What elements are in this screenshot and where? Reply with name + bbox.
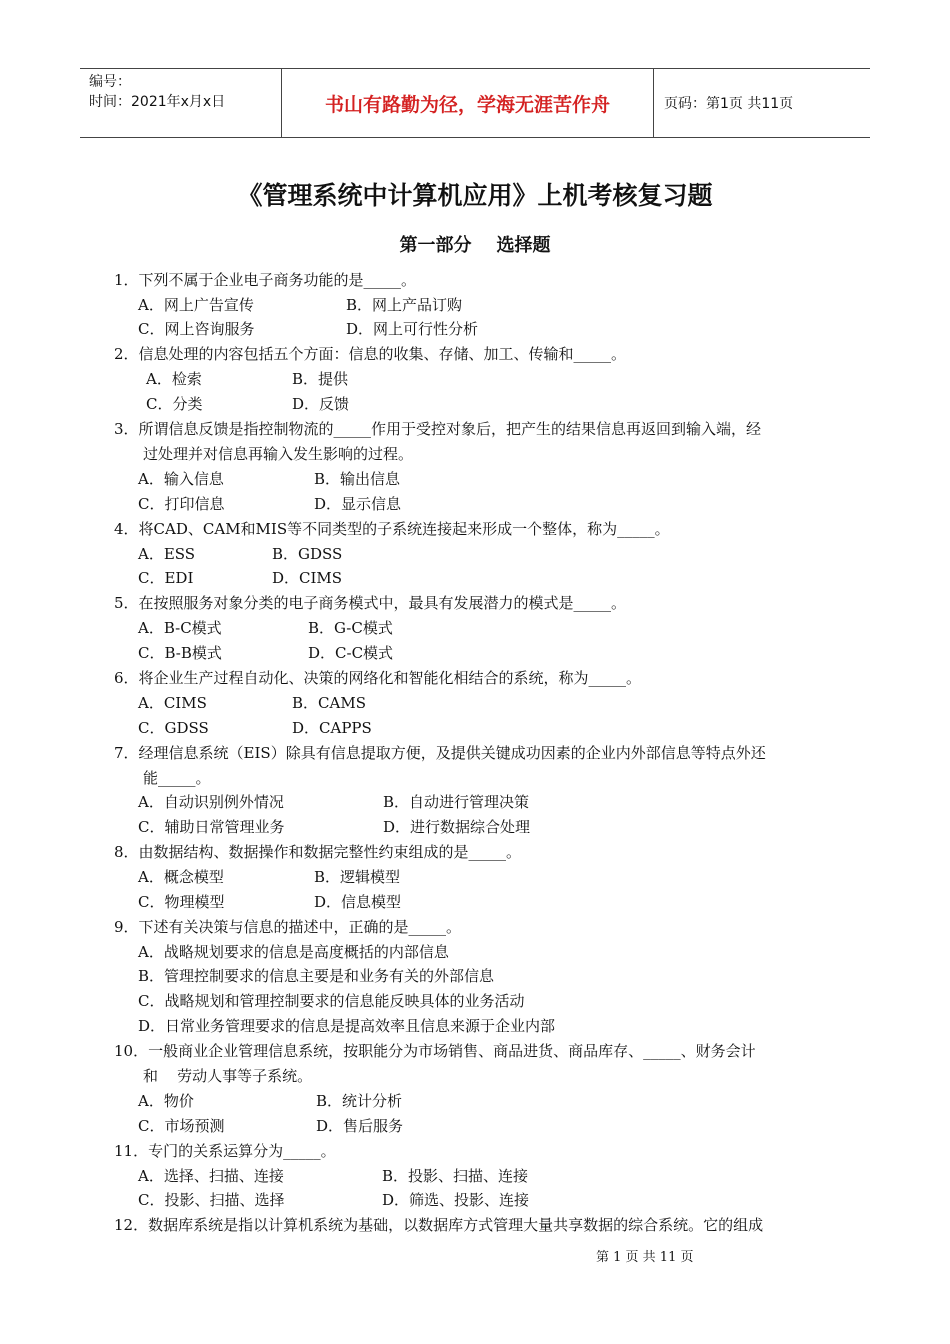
option-6a: A．CIMS — [138, 694, 207, 712]
option-7b: B．自动进行管理决策 — [383, 793, 530, 811]
option-7a: A．自动识别例外情况 — [138, 793, 284, 811]
option-2c: C．分类 — [146, 395, 203, 413]
option-4b: B．GDSS — [272, 545, 343, 563]
question-6: 6．将企业生产过程自动化、决策的网络化和智能化相结合的系统，称为_____。 — [114, 669, 642, 687]
option-1c: C．网上咨询服务 — [138, 320, 255, 338]
header-page-info: 页码：第1页 共11页 — [664, 96, 794, 112]
option-8d: D．信息模型 — [314, 893, 402, 911]
question-12: 12．数据库系统是指以计算机系统为基础，以数据库方式管理大量共享数据的综合系统。它的组成 — [114, 1216, 764, 1234]
option-9d: D．日常业务管理要求的信息是提高效率且信息来源于企业内部 — [138, 1017, 556, 1035]
question-10-cont: 和 劳动人事等子系统。 — [143, 1067, 313, 1085]
number-label: 编号： — [89, 74, 131, 90]
question-5: 5．在按照服务对象分类的电子商务模式中，最具有发展潜力的模式是_____。 — [114, 594, 627, 612]
option-3b: B．输出信息 — [314, 470, 401, 488]
option-1d: D．网上可行性分析 — [346, 320, 479, 338]
option-8c: C．物理模型 — [138, 893, 225, 911]
option-5b: B．G-C模式 — [308, 619, 393, 637]
option-9b: B．管理控制要求的信息主要是和业务有关的外部信息 — [138, 967, 495, 985]
option-10d: D．售后服务 — [316, 1117, 404, 1135]
option-3d: D．显示信息 — [314, 495, 402, 513]
question-9: 9．下述有关决策与信息的描述中，正确的是_____。 — [114, 918, 462, 936]
question-7-cont: 能_____。 — [143, 769, 211, 787]
option-3a: A．输入信息 — [138, 470, 224, 488]
header-motto: 书山有路勤为径，学海无涯苦作舟 — [282, 69, 654, 137]
option-11d: D．筛选、投影、连接 — [382, 1191, 530, 1209]
option-6c: C．GDSS — [138, 719, 209, 737]
option-10b: B．统计分析 — [316, 1092, 403, 1110]
option-8a: A．概念模型 — [138, 868, 224, 886]
question-3-cont: 过处理并对信息再输入发生影响的过程。 — [143, 445, 414, 463]
question-11: 11．专门的关系运算分为_____。 — [114, 1142, 336, 1160]
option-9a: A．战略规划要求的信息是高度概括的内部信息 — [138, 943, 449, 961]
option-4a: A．ESS — [138, 545, 196, 563]
option-11b: B．投影、扫描、连接 — [382, 1167, 529, 1185]
option-9c: C．战略规划和管理控制要求的信息能反映具体的业务活动 — [138, 992, 525, 1010]
option-5a: A．B-C模式 — [138, 619, 222, 637]
option-10c: C．市场预测 — [138, 1117, 225, 1135]
question-1: 1．下列不属于企业电子商务功能的是_____。 — [114, 271, 417, 289]
option-4c: C．EDI — [138, 569, 194, 587]
question-10: 10．一般商业企业管理信息系统，按职能分为市场销售、商品进货、商品库存、_____、财务会计 — [114, 1042, 756, 1060]
option-10a: A．物价 — [138, 1092, 194, 1110]
header-table — [80, 68, 870, 138]
option-11c: C．投影、扫描、选择 — [138, 1191, 285, 1209]
question-7: 7．经理信息系统（EIS）除具有信息提取方便，及提供关键成功因素的企业内外部信息等特点外还 — [114, 744, 766, 762]
document-title: 《管理系统中计算机应用》上机考核复习题 — [237, 181, 713, 210]
option-11a: A．选择、扫描、连接 — [138, 1167, 284, 1185]
option-7c: C．辅助日常管理业务 — [138, 818, 285, 836]
option-7d: D．进行数据综合处理 — [383, 818, 531, 836]
question-2: 2．信息处理的内容包括五个方面：信息的收集、存储、加工、传输和_____。 — [114, 345, 627, 363]
option-1b: B．网上产品订购 — [346, 296, 463, 314]
option-5c: C．B-B模式 — [138, 644, 222, 662]
option-6d: D．CAPPS — [292, 719, 372, 737]
time-label: 时间：2021年x月x日 — [89, 94, 226, 110]
option-5d: D．C-C模式 — [308, 644, 394, 662]
question-4: 4．将CAD、CAM和MIS等不同类型的子系统连接起来形成一个整体，称为_____。 — [114, 520, 670, 538]
option-1a: A．网上广告宣传 — [138, 296, 254, 314]
option-2a: A．检索 — [146, 370, 202, 388]
option-8b: B．逻辑模型 — [314, 868, 401, 886]
option-4d: D．CIMS — [272, 569, 343, 587]
option-6b: B．CAMS — [292, 694, 366, 712]
question-3: 3．所谓信息反馈是指控制物流的_____作用于受控对象后，把产生的结果信息再返回到输入端，经 — [114, 420, 762, 438]
question-8: 8．由数据结构、数据操作和数据完整性约束组成的是_____。 — [114, 843, 522, 861]
footer-page-number: 第 1 页 共 11 页 — [596, 1250, 694, 1265]
section-heading: 第一部分 选择题 — [399, 235, 551, 256]
header-meta-cell — [80, 69, 282, 137]
option-2d: D．反馈 — [292, 395, 350, 413]
option-3c: C．打印信息 — [138, 495, 225, 513]
option-2b: B．提供 — [292, 370, 349, 388]
